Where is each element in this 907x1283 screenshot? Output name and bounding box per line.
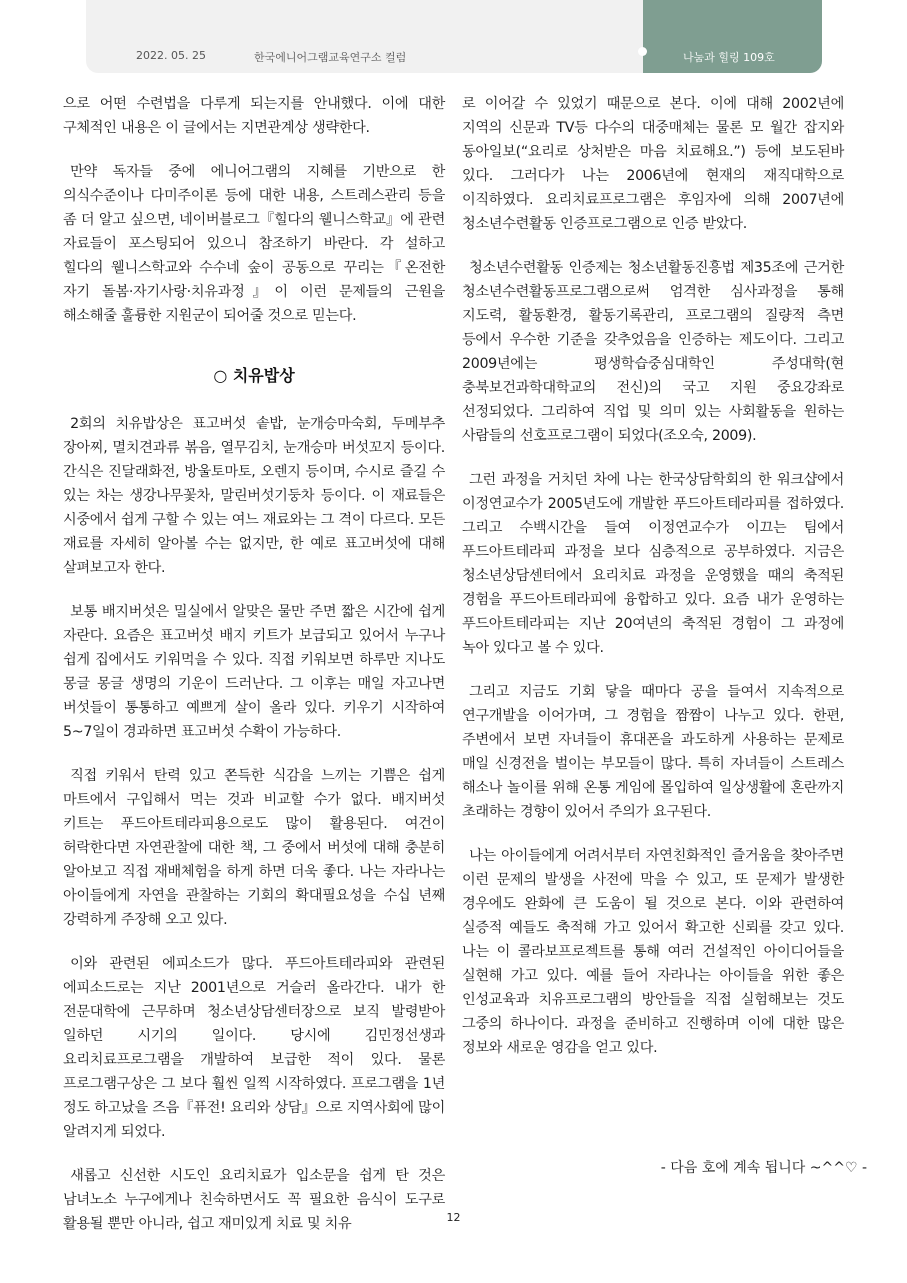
paragraph: 만약 독자들 중에 에니어그램의 지혜를 기반으로 한 의식수준이나 다미주이론 등에 대한 내용, 스트레스관리 등을 좀 더 알고 싶으면, 네이버블로그『힐다의 웰니스학교』에 관련 자료들이 포스팅되어 있으니 참조하기 바란다. 각 설하고 힐다의 웰니스학교와 수수네 숲이 공동으로 꾸리는『온전한 자기 돌봄·자기사랑·치유과정』이 이런 문제들의 근원을 해소해줄 훌륭한 지원군이 되어줄 것으로 믿는다. [63,164,445,324]
dot-icon [638,47,647,56]
paragraph: 나는 아이들에게 어려서부터 자연친화적인 즐거움을 찾아주면 이런 문제의 발생을 사전에 막을 수 있고, 또 문제가 발생한 경우에도 완화에 큰 도움이 될 것으로 본다. 이와 관련하여 실증적 예들도 축적해 가고 있어서 확고한 신뢰를 갖고 있다. 나는 이 콜라보프로젝트를 통해 여러 건설적인 아이디어들을 실현해 가고 있다. 예를 들어 자라나는 아이들을 위한 좋은 인성교육과 치유프로그램의 방안들을 직접 실험해보는 것도 그중의 하나이다. 과정을 준비하고 진행하며 이에 대한 많은 정보와 새로운 영감을 얻고 있다. [462,848,844,1056]
section-title: ○ 치유밥상 [213,366,295,385]
page-header [86,0,822,73]
paragraph: 2회의 치유밥상은 표고버섯 솥밥, 눈개승마숙회, 두메부추 장아찌, 멸치견과류 볶음, 열무김치, 눈개승마 버섯꼬지 등이다. 간식은 진달래화전, 방울토마토, 오렌지 등이며, 수시로 즐길 수 있는 차는 생강나무꽃차, 말린버섯기둥차 등이다. 이 재료들은 시중에서 쉽게 구할 수 있는 여느 재료와는 그 격이 다르다. 모든 재료를 자세히 알아볼 수는 없지만, 한 예로 표고버섯에 대해 살펴보고자 한다. [63,416,445,576]
paragraph: 으로 어떤 수련법을 다루게 되는지를 안내했다. 이에 대한 구체적인 내용은 이 글에서는 지면관계상 생략한다. [63,96,445,136]
header-org: 한국에니어그램교육연구소 컬럼 [254,51,407,64]
page-number: 12 [446,1211,461,1224]
paragraph: 청소년수련활동 인증제는 청소년활동진흥법 제35조에 근거한 청소년수련활동프로그램으로써 엄격한 심사과정을 통해 지도력, 활동환경, 활동기록관리, 프로그램의 질량적 측면 등에서 우수한 기준을 갖추었음을 인증하는 제도이다. 그리고 2009년에는 평생학습중심대학인 주성대학(현 충북보건과학대학교의 전신)의 국고 지원 중요강좌로 선정되었다. 그리하여 직업 및 의미 있는 사회활동을 원하는 사람들의 선호프로그램이 되었다(조오숙, 2009). [462,260,844,444]
paragraph: 새롭고 신선한 시도인 요리치료가 입소문을 쉽게 탄 것은 남녀노소 누구에게나 친숙하면서도 꼭 필요한 음식이 도구로 활용될 뿐만 아니라, 쉽고 재미있게 치료 및 치유 [63,1168,445,1232]
paragraph: 그리고 지금도 기회 닿을 때마다 공을 들여서 지속적으로 연구개발을 이어가며, 그 경험을 짬짬이 나누고 있다. 한편, 주변에서 보면 자녀들이 휴대폰을 과도하게 사용하는 문제로 매일 신경전을 벌이는 부모들이 많다. 특히 자녀들이 스트레스 해소나 놀이를 위해 온통 게임에 몰입하여 일상생활에 혼란까지 초래하는 경향이 있어서 주의가 요구된다. [462,684,844,820]
paragraph: 로 이어갈 수 있었기 때문으로 본다. 이에 대해 2002년에 지역의 신문과 TV등 다수의 대중매체는 물론 모 월간 잡지와 동아일보(“요리로 상처받은 마음 치료해요.”) 등에 보도된바 있다. 그러다가 나는 2006년에 현재의 재직대학으로 이직하였다. 요리치료프로그램은 후임자에 의해 2007년에 청소년수련활동 인증프로그램으로 인증 받았다. [462,96,844,232]
header-issue: 나눔과 힐링 109호 [683,51,775,64]
paragraph: 그런 과정을 거치던 차에 나는 한국상담학회의 한 워크샵에서 이정연교수가 2005년도에 개발한 푸드아트테라피를 접하였다. 그리고 수백시간을 들여 이정연교수가 이끄는 팀에서 푸드아트테라피 과정을 보다 심층적으로 공부하였다. 지금은 청소년상담센터에서 요리치료 과정을 운영했을 때의 축적된 경험을 푸드아트테라피에 융합하고 있다. 요즘 내가 운영하는 푸드아트테라피는 지난 20여년의 축적된 경험이 그 과정에 녹아 있다고 볼 수 있다. [462,472,844,656]
closing-note: - 다음 호에 계속 됩니다 ~^^♡ - [660,1160,867,1176]
right-column [462,92,844,1060]
header-date: 2022. 05. 25 [136,49,206,62]
paragraph: 보통 배지버섯은 밀실에서 알맞은 물만 주면 짧은 시간에 쉽게 자란다. 요즘은 표고버섯 배지 키트가 보급되고 있어서 누구나 쉽게 집에서도 키워먹을 수 있다. 직접 키워보면 하루만 지나도 몽글 몽글 생명의 기운이 드러난다. 그 이후는 매일 자고나면 버섯들이 통통하고 예쁘게 살이 올라 있다. 키우기 시작하여 5~7일이 경과하면 표고버섯 수확이 가능하다. [63,604,445,740]
paragraph: 직접 키워서 탄력 있고 쫀득한 식감을 느끼는 기쁨은 쉽게 마트에서 구입해서 먹는 것과 비교할 수가 없다. 배지버섯 키트는 푸드아트테라피용으로도 많이 활용된다. 여건이 허락한다면 자연관찰에 대한 책, 그 중에서 버섯에 대해 충분히 알아보고 직접 재배체험을 하게 하면 더욱 좋다. 나는 자라나는 아이들에게 자연을 관찰하는 기회의 확대필요성을 수십 년째 강력하게 주장해 오고 있다. [63,768,445,928]
left-column [63,92,445,1236]
header-issue-tab [643,0,822,73]
paragraph: 이와 관련된 에피소드가 많다. 푸드아트테라피와 관련된 에피소드로는 지난 2001년으로 거슬러 올라간다. 내가 한 전문대학에 근무하며 청소년상담센터장으로 보직 발령받아 일하던 시기의 일이다. 당시에 김민정선생과 요리치료프로그램을 개발하여 보급한 적이 있다. 물론 프로그램구상은 그 보다 훨씬 일찍 시작하였다. 프로그램을 1년 정도 하고났을 즈음『퓨전! 요리와 상담』으로 지역사회에 많이 알려지게 되었다. [63,956,445,1140]
